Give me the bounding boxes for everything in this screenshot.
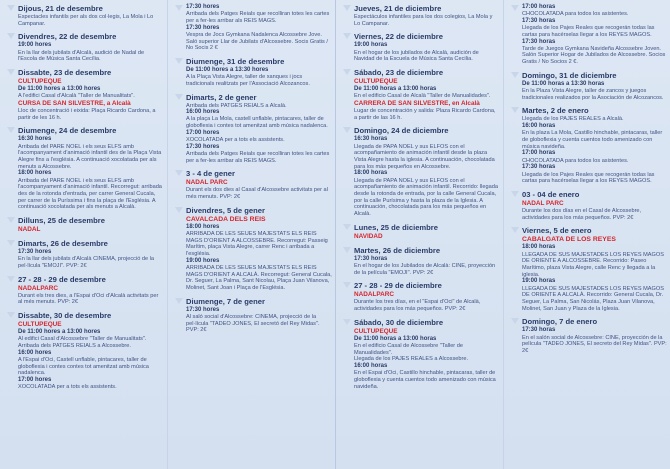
program-entry <box>340 223 500 241</box>
event-highlight: CULTUPEQUE <box>354 327 398 335</box>
event-time: 17:30 horas <box>522 17 556 24</box>
event-description: Arribada del PARE NOEL i els seus ELFS amb l'acompanyament d'animació infantil. Recorregut: arribada des de la rotonda d'entrada, per carrer General Cucala, per carrer de la Puríssima i fins la plaça de l'Església. A continuació xocolatada per als menuts a Alcalà. <box>18 177 162 211</box>
entry-date: Martes, 26 de diciembre <box>354 245 441 255</box>
event-highlight: NADAL PARC <box>522 199 564 207</box>
program-entry <box>4 239 164 270</box>
event-description: Espectacles infantils per als dos col·legis, La Mola i Lo Campanar. <box>18 14 154 27</box>
event-time: 16:30 horas <box>354 136 388 143</box>
event-time: 17:30 horas <box>522 38 556 45</box>
entry-date: Viernes, 5 de enero <box>522 226 592 236</box>
entry-date: Divendres, 5 de gener <box>186 205 265 215</box>
panel-valencian-december <box>0 0 167 469</box>
event-time: 17:30 hores <box>186 143 220 150</box>
entry-date: Domingo, 24 de diciembre <box>354 126 449 136</box>
entry-date: Diumenge, 24 de desembre <box>18 126 117 136</box>
event-description: En la llar dels jubilats d'Alcalà, audició de Nadal de l'Escola de Música Santa Cecília. <box>18 49 145 63</box>
entry-date: Dimarts, 26 de desembre <box>18 239 108 249</box>
panel-valencian-january <box>167 0 335 469</box>
event-time: 16:00 horas <box>522 123 556 130</box>
event-time: 17:30 hores <box>18 249 52 256</box>
event-description: En la llar dels jubilats d'Alcalà CINEMA, projecció de la pel·lícula "EMOJI". PVP: 2€ <box>18 256 155 269</box>
event-time: 16:00 horas <box>354 363 388 370</box>
event-description: Durant els dos dies al Casal d'Alcossebre activitats per al més menuts. PVP: 2€ <box>186 187 328 201</box>
event-description: Espectáculos infantiles para los dos colegios, La Mola y Lo Campanar. <box>354 14 493 27</box>
event-description: En el edificio Casal de Alcalà "Taller de Manualidades". <box>354 93 491 100</box>
entry-date: Domingo, 7 de enero <box>522 317 598 327</box>
event-time: De 11:00 horas a 13:00 horas <box>354 86 437 93</box>
program-entry <box>4 216 164 234</box>
event-time: 17:30 hores <box>186 4 220 10</box>
event-time: 17:30 horas <box>522 327 556 334</box>
entry-date: Dilluns, 25 de desembre <box>18 216 105 226</box>
event-description: En la plaza La Mola, Castillo hinchable, pintacaras, taller de globoflexia y cuenta cuentos todo amenizado con música navideña. <box>522 130 663 150</box>
program-entry <box>340 4 500 27</box>
event-highlight: CABALGATA DE LOS REYES <box>522 236 616 244</box>
program-entry <box>4 68 164 121</box>
event-highlight: NADALPARC <box>354 291 394 299</box>
event-highlight: NADALPARC <box>18 284 58 292</box>
program-entry <box>508 71 667 102</box>
event-highlight: CULTUPEQUE <box>18 321 62 329</box>
event-description: Durante los tres días, en el "Espai d'Oci" de Alcalà, actividades para los más pequeños. PVP: 2€ <box>354 299 481 313</box>
event-description: XOCOLATADA per a tots els assistents. <box>186 137 285 144</box>
program-entry <box>172 4 332 52</box>
program-entry <box>172 93 332 165</box>
event-description: A la plaça La Mola, castell unflable, pintacares, taller de globoflexia i contes tot amenitzat amb música nadalenca. <box>186 116 328 130</box>
program-entry <box>4 32 164 63</box>
event-time: 16:00 hores <box>18 349 52 356</box>
program-entry <box>508 106 667 185</box>
event-description: ARRIBADA DE LES SEUES MAJESTATS ELS REIS MAGS D'ORIENT A ALCALÀ. Recorregut: General Cucala, Dr. Seguer, La Palma, Sant Nicolau, Plaça Juan Vilanova, Molinet, Sant Joan i Plaça de l'Església. <box>186 264 332 292</box>
event-highlight: CAVALCADA DELS REIS <box>186 215 266 223</box>
program-entry <box>340 126 500 217</box>
event-time: De 11:00 hores a 13:30 hores <box>186 66 269 73</box>
program-entry <box>340 32 500 63</box>
event-description: En el Espai d'Oci, Castillo hinchable, pintacaras, taller de globoflexia y cuenta cuentos todo amenizado con música navideña. <box>354 370 496 390</box>
event-description: XOCOLATADA per a tots els assistents. <box>18 384 117 391</box>
entry-date: Diumenge, 7 de gener <box>186 296 265 306</box>
event-time: De 11:00 horas a 13:30 horas <box>522 80 605 87</box>
event-highlight: NADAL PARC <box>186 179 228 187</box>
entry-date: 03 - 04 de enero <box>522 189 580 199</box>
event-time: 18:00 hores <box>186 223 220 230</box>
event-description: CHOCOLATADA para todos los asistentes. <box>522 157 629 164</box>
program-entry <box>172 297 332 334</box>
event-description: Arribada dels Patges Reials que recolliran totes les cartes per a fer-les arribar als REIS MAGS. <box>186 11 330 24</box>
event-time: 19:00 horas <box>354 42 388 49</box>
program-entry <box>508 4 667 66</box>
event-time: 17:30 hores <box>186 24 220 31</box>
event-description: Llegada de los PAJES REALES a Alcalà. <box>522 116 624 123</box>
event-description: En el edificio Casal de Alcossebre "Taller de Manualidades". <box>354 342 463 356</box>
program-entry <box>340 318 500 391</box>
event-description: A l'edifici Casal d'Alcalà "Taller de Manualitats". <box>18 93 135 100</box>
event-time: 17:00 hores <box>18 377 52 383</box>
event-description: Arribada dels PATGES REIALS a Alcalà. <box>186 102 287 109</box>
entry-date: Viernes, 22 de diciembre <box>354 32 443 42</box>
event-highlight: NADAL <box>18 226 41 234</box>
event-time: De 11:00 hores a 13:00 hores <box>18 86 101 93</box>
event-time: 19:00 hores <box>186 257 220 264</box>
event-highlight: CURSA DE SAN SILVESTRE, a Alcalà <box>18 99 131 107</box>
event-description: Lloc de concentració i eixida: Plaça Ricardo Cardona, a partir de les 16 h. <box>18 107 156 121</box>
event-time: 19:00 hores <box>18 42 52 49</box>
event-description: LLEGADA DE SUS MAJESTADES LOS REYES MAGOS DE ORIENTE A ALCALÀ. Recorrido: General Cucala, Dr. Seguer, La Palma, San Nicolás, Plaza Juan Vilanova, Molinet, San Juan y Plaza de la Iglesia. <box>522 285 664 312</box>
program-entry <box>172 57 332 88</box>
entry-date: 27 - 28 - 29 de diciembre <box>354 281 442 291</box>
entry-date: Dijous, 21 de desembre <box>18 4 103 13</box>
event-description: En el salón social de Alcossebre: CINE, proyección de la película "TADEO JONES, El secreto del Rey Midas". PVP: 2€ <box>522 334 667 355</box>
event-time: 18:00 horas <box>522 244 556 251</box>
event-time: 17:30 horas <box>522 164 556 171</box>
entry-date: Martes, 2 de enero <box>522 106 589 116</box>
entry-date: 27 - 28 - 29 de desembre <box>18 274 106 284</box>
event-time: 17:30 horas <box>354 255 388 262</box>
event-time: De 11:00 horas a 13:00 horas <box>354 335 437 342</box>
event-time: 17:00 hores <box>186 129 220 136</box>
event-highlight: CULTUPEQUE <box>354 78 398 86</box>
event-description: Lugar de concentración y salida: Plaza Ricardo Cardona, a partir de las 16 h. <box>354 107 496 121</box>
event-description: Arribada del PARE NOEL i els seus ELFS amb l'acompanyament d'animació infantil des de la Plaça Vista Alegre fins a l'església. A continuació xocolatada per als menuts a Alcossebre. <box>18 143 162 170</box>
event-description: A la Plaça Vista Alegre, taller de xanques i jocs tradicionals realitzats per l'Associació Alcozancos. <box>186 74 310 87</box>
event-description: LLEGADA DE SUS MAJESTADES LOS REYES MAGOS DE ORIENTE A ALCOSSEBRE. Recorrido: Paseo Marítimo, plaza Vista Alegre, calle Renc y llegada a la iglesia. <box>522 251 664 278</box>
event-highlight: NAVIDAD <box>354 232 383 240</box>
event-description: A l'Espai d'Oci, Castell unflable, pintacares, taller de globoflexia i contes contes tot amenitzat amb música nadalenca. <box>18 356 149 377</box>
event-description: Durante los dos días en el Casal de Alcossebre, actividades para los más pequeños. PVP: 2€ <box>522 207 642 221</box>
program-entry <box>4 126 164 211</box>
entry-date: Sábado, 23 de diciembre <box>354 68 444 78</box>
entry-date: Dimarts, 2 de gener <box>186 92 257 102</box>
event-description: Tarde de Juegos Gymkana Navideña Alcossebre Joven. Salón Superior Hogar de Jubilados de Alcossebre. Socios Gratis / No Socios 2 €. <box>522 45 666 66</box>
event-description: Vespra de Jocs Gymkana Nadalenca Alcossebre Jove. Saló superior Llar de Jubilats d'Alcossebre. Socis Gratis / No Socis 2 € <box>186 31 328 52</box>
event-description: Llegada de los PAJES REALES a Alcossebre. <box>354 356 469 363</box>
program-entry <box>340 246 500 277</box>
program-entry <box>508 317 667 354</box>
event-time: De 11:00 hores a 13:00 hores <box>18 329 101 336</box>
entry-date: Dissabte, 23 de desembre <box>18 68 112 78</box>
event-description: Llegada de los Pajes Reales que recogerán todas las cartas para hacérselas llegar a los REYES MAGOS. <box>522 171 655 185</box>
event-time: 17:00 horas <box>522 150 556 157</box>
entry-date: Diumenge, 31 de desembre <box>186 56 285 66</box>
event-description: Al edifici Casal d'Alcossebre "Taller de Manualitats". Arribada dels PATGES REIALS a Alcossebre. <box>18 336 147 349</box>
program-entry <box>172 169 332 200</box>
program-entry <box>172 206 332 292</box>
event-description: Arribada dels Patges Reials que recolliran totes les cartes per a fer-les arribar als REIS MAGS. <box>186 150 330 164</box>
entry-date: Sábado, 30 de diciembre <box>354 317 444 327</box>
event-time: 16:30 hores <box>18 136 52 143</box>
event-time: 18:00 hores <box>18 170 52 177</box>
entry-date: Jueves, 21 de diciembre <box>354 4 442 13</box>
event-time: 19:00 horas <box>522 278 556 285</box>
entry-date: Dissabte, 30 de desembre <box>18 311 112 321</box>
event-description: En el hogar de los jubilados de Alcalà, audición de Navidad de la Escuela de Música Santa Cecilia. <box>354 49 479 63</box>
event-highlight: CULTUPEQUE <box>18 78 62 86</box>
event-description: Durant els tres dies, a l'Espai d'Oci d'Alcalà activitats per al més menuts. PVP: 2€ <box>18 292 159 306</box>
event-description: ARRIBADA DE LES SEUES MAJESTATS ELS REIS MAGS D'ORIENT A ALCOSSEBRE. Recorregut: Passeig Marítim, plaça Vista Alegre, carrer Renc i arribada a l'església. <box>186 230 328 258</box>
event-description: Llegada de PAPA NOEL y sus ELFOS con el acompañamiento de animación infantil desde la plaza Vista Alegre hasta la iglesia. A continuación, chocolatada para los más pequeños en Alcossebre. <box>354 143 495 170</box>
event-description: CHOCOLATADA para todos los asistentes. <box>522 11 629 18</box>
program-entry <box>340 281 500 312</box>
event-description: Llegada de PAPA NOEL y sus ELFOS con el acompañamiento de animación infantil. Recorrido: llegada desde la rotonda de entrada, por la calle General Cucala, por la calle Purísima y hasta la plaza de la Iglesia. A continuación, chocolatada para los más pequeños en Alcalà. <box>354 177 498 218</box>
panel-spanish-january <box>503 0 670 469</box>
program-entry <box>4 311 164 391</box>
event-time: 17:30 hores <box>186 306 220 313</box>
entry-date: Domingo, 31 de diciembre <box>522 70 617 80</box>
program-entry <box>508 226 667 312</box>
event-description: En el hogar de los Jubilados de Alcalà: CINE, proyección de la película "EMOJI". PVP: 2€ <box>354 262 496 276</box>
entry-date: Divendres, 22 de desembre <box>18 32 117 42</box>
event-time: 16:00 hores <box>186 109 220 116</box>
program-entry <box>340 68 500 121</box>
event-description: En la Plaza Vista Alegre, taller de zancos y juegos tradicionales realizados por la Asociación de Alcozancos. <box>522 88 664 101</box>
program-entry <box>4 4 164 27</box>
program-entry <box>508 190 667 221</box>
panel-spanish-december <box>335 0 503 469</box>
event-description: Llegada de los Pajes Reales que recogerán todas las cartas para hacérselas llegar a los REYES MAGOS. <box>522 25 655 38</box>
event-time: 18:00 horas <box>354 170 388 177</box>
program-entry <box>4 275 164 306</box>
event-description: Al saló social d'Alcossebre: CINEMA, projecció de la pel·lícula "TADEO JONES, El secretó del Rey Midas". PVP: 2€ <box>186 314 320 334</box>
event-highlight: CARRERA DE SAN SILVESTRE, en Alcalà <box>354 99 480 107</box>
entry-date: Lunes, 25 de diciembre <box>354 222 438 232</box>
entry-date: 3 - 4 de gener <box>186 169 235 179</box>
event-time: 17:00 horas <box>522 4 556 10</box>
